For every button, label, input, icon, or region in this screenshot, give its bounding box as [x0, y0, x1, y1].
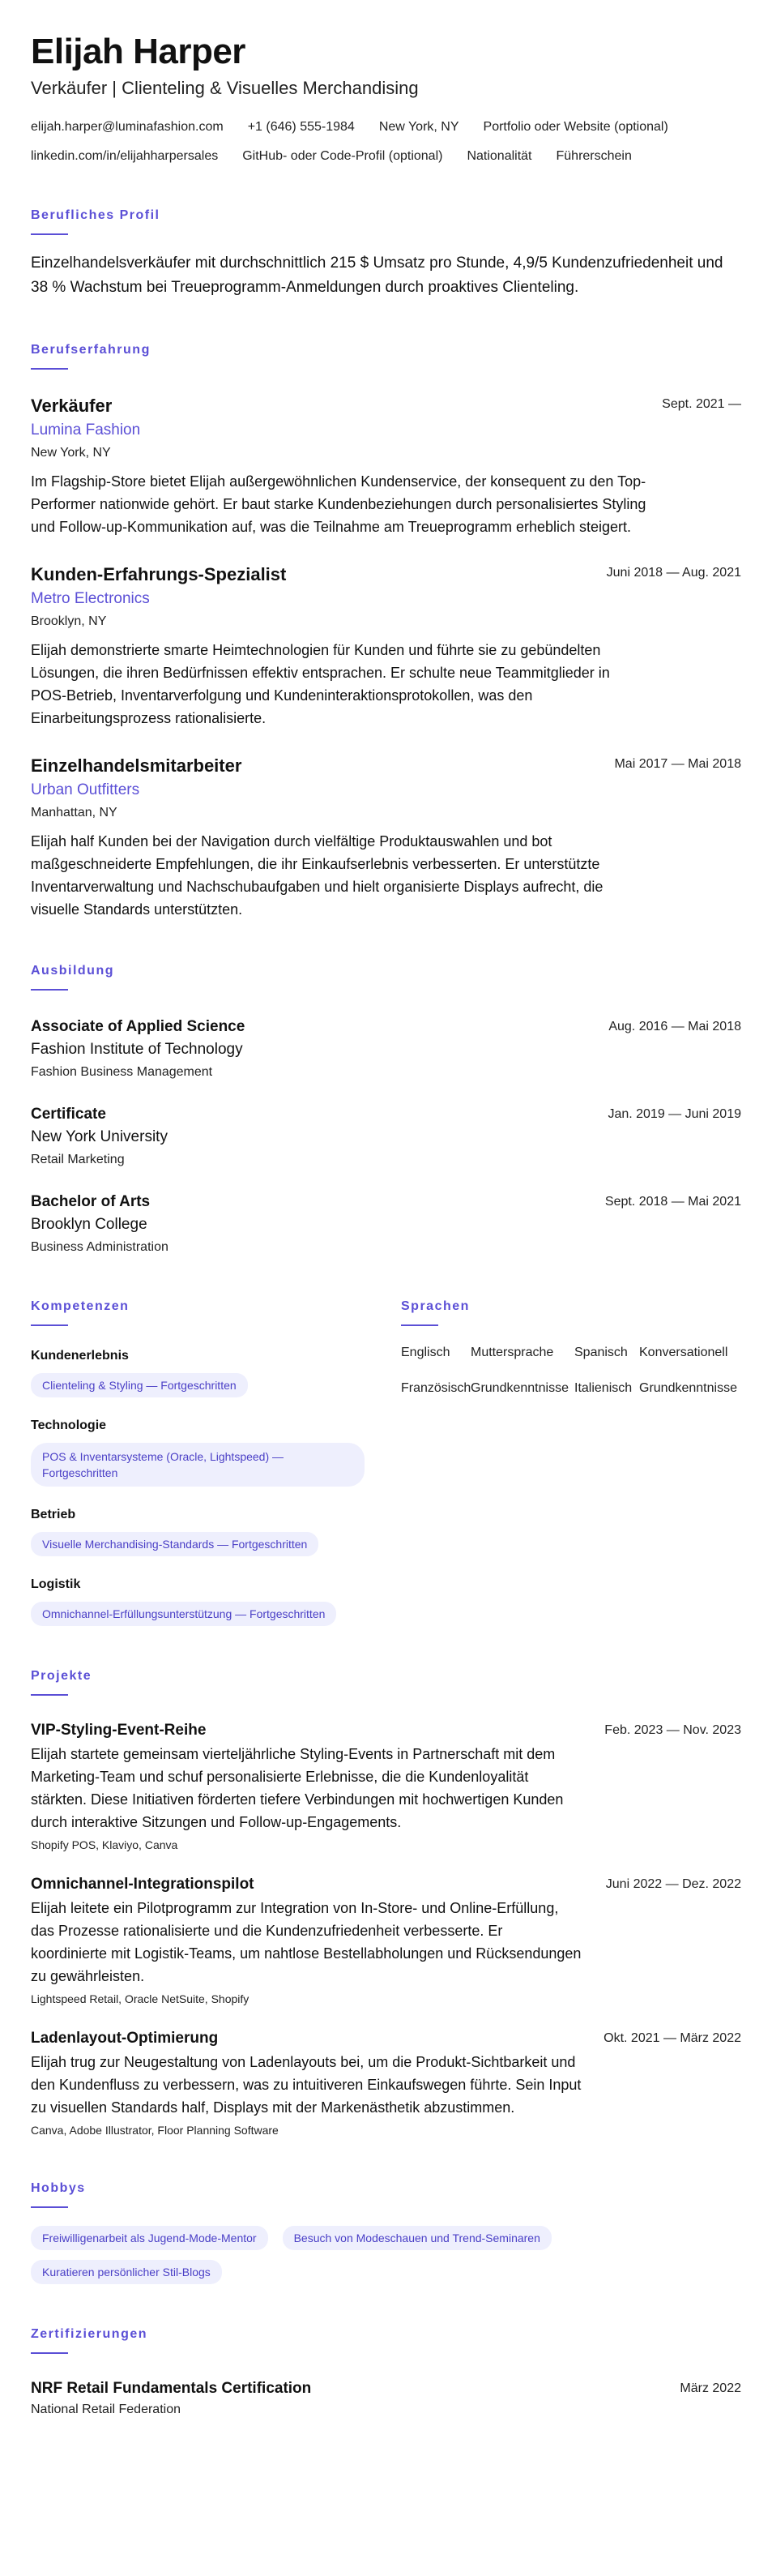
projects-section: [31, 1668, 741, 2138]
job-location: New York, NY: [31, 446, 111, 460]
education-date: Sept. 2018 — Mai 2021: [604, 1195, 741, 1209]
job-description: Elijah demonstrierte smarte Heimtechnologien für Kunden und führte sie zu gebündelten Lösungen, die ihren Bedürfnissen effektiv entsprachen. Er schulte neue Teammitglieder in POS-Betrieb, Inventarverfolgung und Kundeninteraktionsprotokollen, was den Einarbeitungsprozess rationalisierte.: [31, 642, 610, 726]
section-divider: [31, 2352, 68, 2354]
job-entry: [31, 563, 741, 730]
project-date: Juni 2022 — Dez. 2022: [605, 1877, 741, 1891]
project-tech: Lightspeed Retail, Oracle NetSuite, Shopify: [31, 1992, 250, 2005]
certification-date: März 2022: [680, 2381, 741, 2395]
job-date: Juni 2018 — Aug. 2021: [606, 566, 741, 580]
certification-entry: [31, 2378, 741, 2419]
language-name: Spanisch: [574, 1346, 628, 1359]
project-entry: [31, 2028, 741, 2138]
job-title: Verkäufer: [31, 396, 113, 416]
project-description: Elijah leitete ein Pilotprogramm zur Integration von In-Store- und Online-Erfüllung, das Prozesse rationalisierte und die Kundenzufriedenheit verbesserte. Er koordinierte mit Logistik-Teams, um nahtlose Bestellabholungen und Rücksendungen zu gewährleisten.: [31, 1900, 582, 1984]
certification-name: NRF Retail Fundamentals Certification: [31, 2380, 312, 2397]
job-title: Kunden-Erfahrungs-Spezialist: [31, 564, 287, 584]
education-degree: Bachelor of Arts: [31, 1193, 151, 1210]
profile-section: [31, 208, 741, 300]
project-description: Elijah startete gemeinsam vierteljährliche Styling-Events in Partnerschaft mit dem Marketing-Team und schuf personalisierte Erlebnisse, die die Kundenloyalität stärkten. Diese Initiativen förderten tiefere Verbindungen mit hochwertigen Kunden durch interaktive Sitzungen und Follow-up-Engagements.: [31, 1746, 564, 1830]
skill-chip: Visuelle Merchandising-Standards — Fortgeschritten: [31, 1532, 318, 1556]
language-name: Englisch: [401, 1346, 450, 1359]
languages-list: [401, 1344, 741, 1397]
job-date: Mai 2017 — Mai 2018: [614, 757, 741, 771]
project-title: VIP-Styling-Event-Reihe: [31, 1722, 207, 1739]
hobby-chip: Kuratieren persönlicher Stil-Blogs: [31, 2260, 222, 2284]
skill-chip: Clienteling & Styling — Fortgeschritten: [31, 1373, 248, 1397]
skill-category-name: Logistik: [31, 1577, 81, 1591]
job-location: Manhattan, NY: [31, 806, 117, 819]
education-degree: Certificate: [31, 1106, 106, 1123]
skill-category-name: Technologie: [31, 1419, 107, 1432]
candidate-subtitle: Verkäufer | Clienteling & Visuelles Merchandising: [31, 78, 419, 98]
education-section: [31, 963, 741, 1256]
education-field: Business Administration: [31, 1240, 168, 1254]
education-date: Aug. 2016 — Mai 2018: [608, 1020, 741, 1033]
education-school: Brooklyn College: [31, 1216, 147, 1233]
profile-summary: Einzelhandelsverkäufer mit durchschnittlich 215 $ Umsatz pro Stunde, 4,9/5 Kundenzufriedenheit und 38 % Wachstum bei Treueprogramm-Anmeldungen durch proaktives Clienteling.: [31, 255, 723, 296]
section-title-languages: Sprachen: [401, 1299, 470, 1313]
skill-category: [31, 1417, 399, 1487]
job-company: Urban Outfitters: [31, 781, 140, 798]
skill-category: [31, 1506, 399, 1556]
job-company: Metro Electronics: [31, 590, 150, 607]
education-school: New York University: [31, 1128, 168, 1145]
experience-section: [31, 342, 741, 921]
resume-header: [31, 29, 741, 165]
skill-category-name: Betrieb: [31, 1508, 76, 1521]
hobby-chip: Freiwilligenarbeit als Jugend-Mode-Mentor: [31, 2226, 268, 2250]
education-degree: Associate of Applied Science: [31, 1018, 245, 1035]
skills-section: [31, 1299, 399, 1626]
section-title-hobbies: Hobbys: [31, 2181, 86, 2195]
project-tech: Shopify POS, Klaviyo, Canva: [31, 1838, 178, 1851]
contact-license: Führerschein: [556, 149, 632, 163]
project-title: Ladenlayout-Optimierung: [31, 2030, 219, 2047]
language-level: Grundkenntnisse: [639, 1381, 737, 1395]
section-title-experience: Berufserfahrung: [31, 343, 151, 357]
project-description: Elijah trug zur Neugestaltung von Ladenlayouts bei, um die Produkt-Sichtbarkeit und den Kundenfluss zu verbessern, was zu intuitiveren Einkaufswegen führte. Sein Input zu visuellen Standards half, Displays mit der Markenästhetik abzustimmen.: [31, 2054, 582, 2116]
certification-issuer: National Retail Federation: [31, 2403, 181, 2416]
contact-portfolio[interactable]: Portfolio oder Website (optional): [483, 120, 668, 134]
section-title-profile: Berufliches Profil: [31, 208, 160, 222]
skill-chip: POS & Inventarsysteme (Oracle, Lightspeed) — Fortgeschritten: [31, 1443, 365, 1487]
job-date: Sept. 2021 —: [662, 397, 741, 411]
hobbies-list: [31, 2226, 630, 2284]
contact-nationality: Nationalität: [467, 149, 532, 163]
languages-section: [401, 1299, 741, 1626]
contact-location: New York, NY: [378, 120, 459, 134]
project-title: Omnichannel-Integrationspilot: [31, 1876, 254, 1893]
section-title-skills: Kompetenzen: [31, 1299, 130, 1313]
skill-category: [31, 1576, 399, 1626]
education-entry: [31, 1192, 741, 1256]
section-title-projects: Projekte: [31, 1669, 92, 1683]
contact-email[interactable]: elijah.harper@luminafashion.com: [31, 120, 224, 134]
hobbies-section: [31, 2180, 741, 2284]
contact-info: [31, 118, 741, 165]
job-description: Elijah half Kunden bei der Navigation durch vielfältige Produktauswahlen und bot maßgeschneiderte Empfehlungen, die ihr Einkaufserlebnis verbesserten. Er unterstützte Inventarverwaltung und Nachschubaufgaben und hielt organisierte Displays aufrecht, die visuelle Standards unterstützten.: [31, 833, 604, 918]
job-entry: [31, 754, 741, 921]
skills-languages-row: [31, 1299, 741, 1626]
language-level: Muttersprache: [471, 1346, 554, 1359]
education-field: Retail Marketing: [31, 1153, 125, 1166]
skill-chip: Omnichannel-Erfüllungsunterstützung — Fortgeschritten: [31, 1602, 336, 1626]
education-school: Fashion Institute of Technology: [31, 1041, 243, 1058]
section-title-education: Ausbildung: [31, 964, 114, 978]
skill-category: [31, 1347, 399, 1397]
language-name: Französisch: [401, 1381, 471, 1395]
section-divider: [401, 1324, 438, 1326]
section-divider: [31, 1694, 68, 1696]
project-date: Okt. 2021 — März 2022: [604, 2031, 741, 2045]
section-divider: [31, 1324, 68, 1326]
contact-phone[interactable]: +1 (646) 555-1984: [247, 120, 355, 134]
education-entry: [31, 1016, 741, 1081]
hobby-chip: Besuch von Modeschauen und Trend-Seminaren: [283, 2226, 552, 2250]
language-level: Grundkenntnisse: [471, 1381, 569, 1395]
contact-linkedin[interactable]: linkedin.com/in/elijahharpersales: [31, 149, 219, 163]
candidate-name: Elijah Harper: [31, 32, 245, 71]
education-field: Fashion Business Management: [31, 1065, 213, 1079]
project-entry: [31, 1874, 741, 2007]
job-title: Einzelhandelsmitarbeiter: [31, 755, 242, 776]
section-divider: [31, 368, 68, 370]
section-divider: [31, 989, 68, 991]
job-company: Lumina Fashion: [31, 421, 141, 439]
skill-category-name: Kundenerlebnis: [31, 1349, 129, 1363]
section-divider: [31, 2206, 68, 2208]
language-name: Italienisch: [574, 1381, 633, 1395]
job-location: Brooklyn, NY: [31, 614, 107, 628]
job-entry: [31, 394, 741, 538]
contact-github[interactable]: GitHub- oder Code-Profil (optional): [242, 149, 443, 163]
education-date: Jan. 2019 — Juni 2019: [608, 1107, 741, 1121]
section-title-certifications: Zertifizierungen: [31, 2327, 148, 2341]
section-divider: [31, 233, 68, 235]
job-description: Im Flagship-Store bietet Elijah außergewöhnlichen Kundenservice, der konsequent zu den Top-Performer nationwide gehört. Er baut starke Kundenbeziehungen durch personalisiertes Styling und Follow-up-Kommunikation auf, was die Teilnahme am Treueprogramm erheblich steigert.: [31, 473, 646, 535]
project-tech: Canva, Adobe Illustrator, Floor Planning Software: [31, 2124, 279, 2137]
project-date: Feb. 2023 — Nov. 2023: [604, 1723, 741, 1737]
education-entry: [31, 1104, 741, 1169]
project-entry: [31, 1720, 741, 1853]
language-level: Konversationell: [639, 1346, 728, 1359]
certifications-section: [31, 2326, 741, 2419]
